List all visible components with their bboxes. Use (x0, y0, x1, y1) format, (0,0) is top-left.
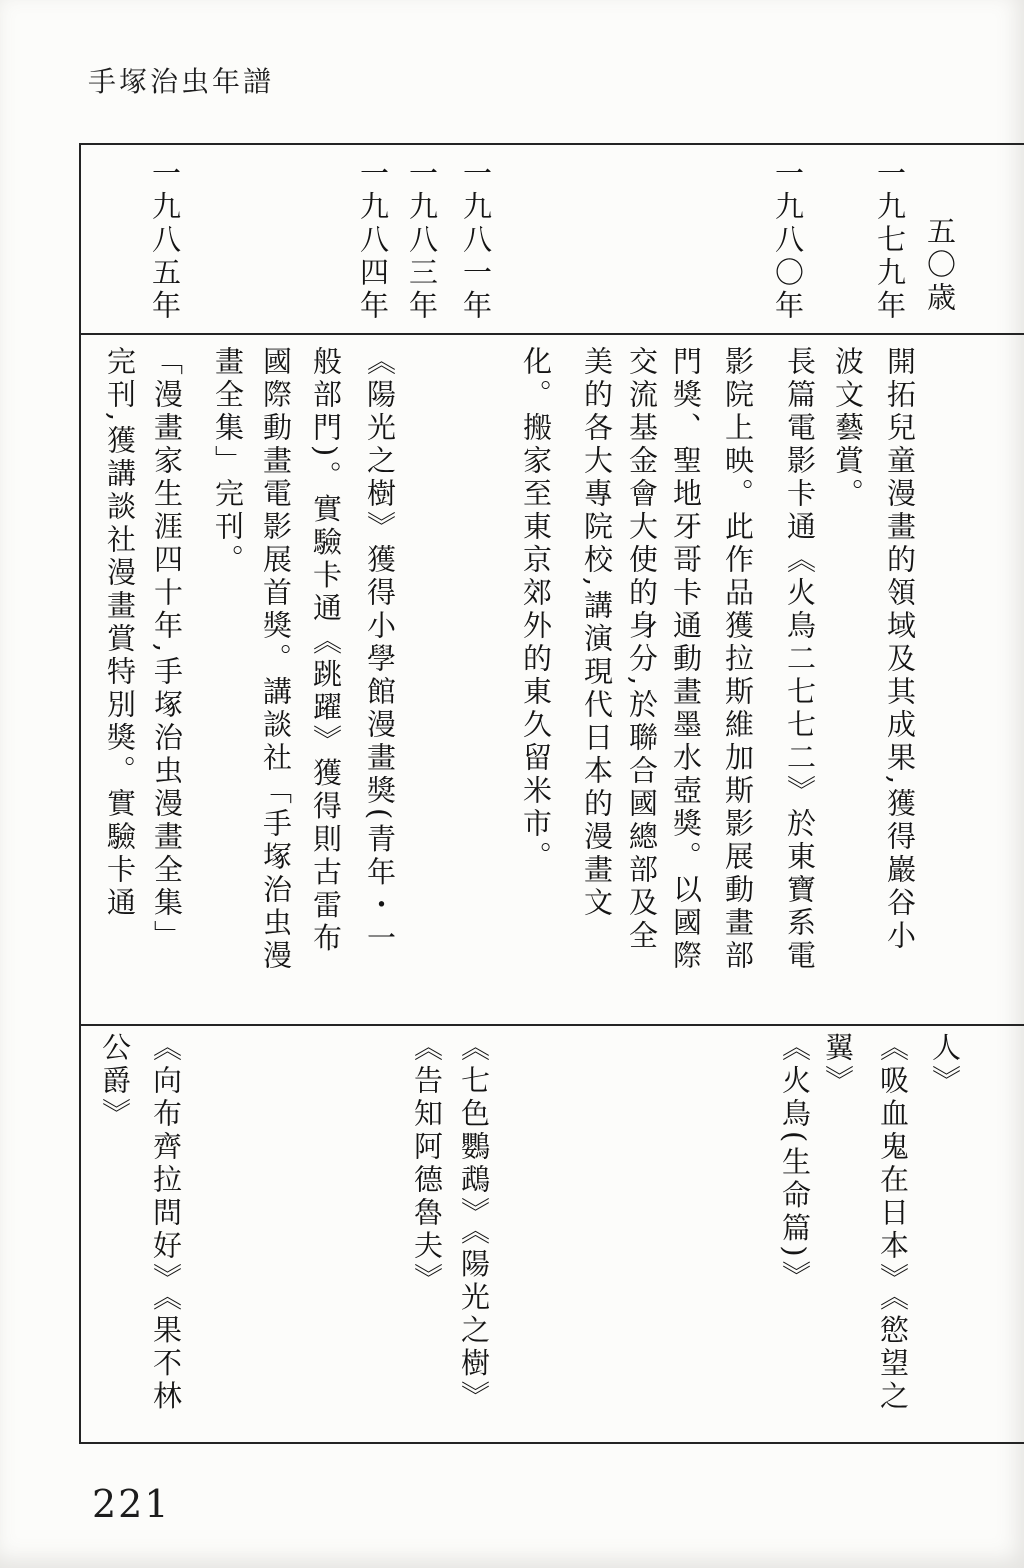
event-text-line: 門獎、聖地牙哥卡通動畫墨水壺獎。以國際 (669, 346, 703, 973)
year-label-1985: 一九八五年 (148, 158, 182, 323)
year-label-1979: 一九七九年 (873, 158, 907, 323)
works-text-line: 《火鳥(生命篇)》 (778, 1032, 812, 1294)
works-text-line: 《七色鸚鵡》《陽光之樹》 (457, 1032, 491, 1414)
event-text-line: 般部門)。實驗卡通《跳躍》獲得則古雷布 (309, 346, 343, 956)
event-text-line: 畫全集」完刊。 (211, 346, 245, 577)
works-text-line: 公爵》 (98, 1032, 132, 1131)
event-text-line: 完刊,獲講談社漫畫賞特別獎。實驗卡通 (103, 346, 137, 921)
event-text-line: 《陽光之樹》獲得小學館漫畫獎(青年・一 (363, 346, 397, 956)
event-text-line: 國際動畫電影展首獎。講談社「手塚治虫漫 (259, 346, 293, 973)
works-divider-line (79, 1024, 1024, 1026)
event-text-line: 化。搬家至東京郊外的東久留米市。 (519, 346, 553, 874)
running-head: 手塚治虫年譜 (88, 65, 275, 98)
works-text-line: 翼》 (821, 1032, 855, 1098)
event-text-line: 「漫畫家生涯四十年,手塚治虫漫畫全集」 (150, 346, 184, 954)
event-text-line: 影院上映。此作品獲拉斯維加斯影展動畫部 (721, 346, 755, 973)
year-label-1981: 一九八一年 (459, 158, 493, 323)
works-text-line: 人》 (928, 1032, 962, 1098)
works-text-line: 《吸血鬼在日本》《慾望之 (876, 1032, 910, 1414)
page-number: 221 (92, 1482, 171, 1526)
works-text-line: 《告知阿德魯夫》 (410, 1032, 444, 1296)
event-text-line: 交流基金會大使的身分,於聯合國總部及全 (625, 346, 659, 954)
header-divider-line (79, 333, 1024, 335)
year-label-1980: 一九八〇年 (771, 158, 805, 323)
works-text-line: 《向布齊拉問好》《果不林 (149, 1032, 183, 1414)
year-label-1984: 一九八四年 (356, 158, 390, 323)
event-text-line: 美的各大專院校,講演現代日本的漫畫文 (580, 346, 614, 921)
year-label-1983: 一九八三年 (405, 158, 439, 323)
age-label: 五〇歳 (923, 216, 957, 315)
event-text-line: 長篇電影卡通《火鳥二七七二》於東寶系電 (783, 346, 817, 973)
event-text-line: 波文藝賞。 (831, 346, 865, 511)
event-text-line: 開拓兒童漫畫的領域及其成果,獲得巖谷小 (883, 346, 917, 954)
